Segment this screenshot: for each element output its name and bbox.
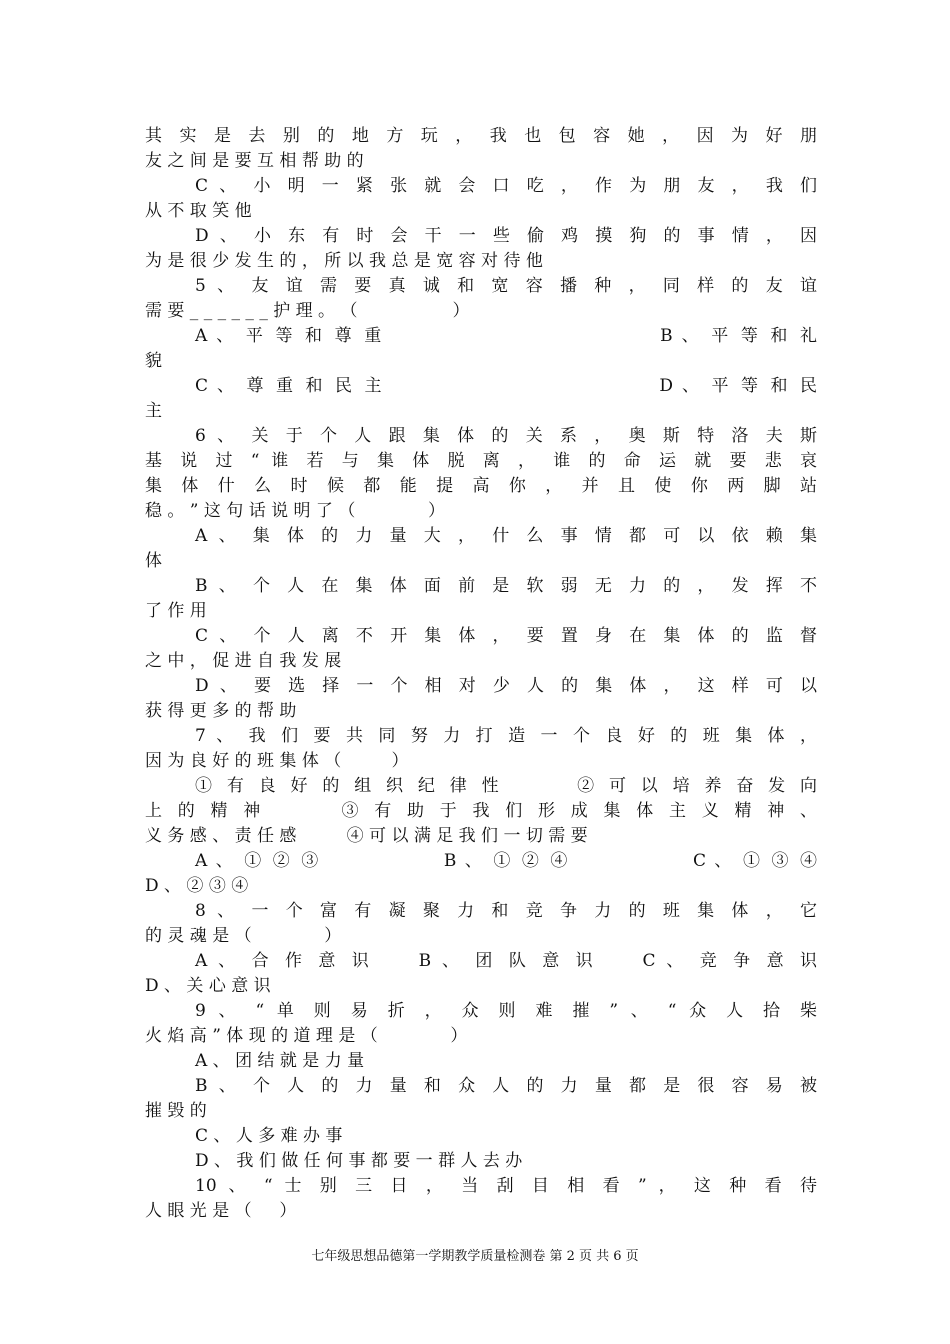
text-line: ① 有 良 好 的 组 织 纪 律 性 ② 可 以 培 养 奋 发 向 xyxy=(195,776,817,796)
text-line: C 、 小 明 一 紧 张 就 会 口 吃 ， 作 为 朋 友 ， 我 们 xyxy=(195,176,817,196)
text-line: A 、 平 等 和 尊 重 B 、 平 等 和 礼 xyxy=(195,326,817,346)
text-line: 了 作 用 xyxy=(145,601,207,621)
text-line: 因 为 良 好 的 班 集 体 （ ） xyxy=(145,751,409,771)
text-line: A 、 合 作 意 识 B 、 团 队 意 识 C 、 竞 争 意 识 xyxy=(195,951,817,971)
text-line: 从 不 取 笑 他 xyxy=(145,201,252,221)
text-line: 5 、 友 谊 需 要 真 诚 和 宽 容 播 种 ， 同 样 的 友 谊 xyxy=(195,276,817,296)
text-line: A 、 集 体 的 力 量 大 ， 什 么 事 情 都 可 以 依 赖 集 xyxy=(195,526,817,546)
text-line: D 、 小 东 有 时 会 干 一 些 偷 鸡 摸 狗 的 事 情 ， 因 xyxy=(195,226,817,246)
text-line: 人 眼 光 是 （ ） xyxy=(145,1201,297,1221)
text-line: 集 体 什 么 时 候 都 能 提 高 你 ， 并 且 使 你 两 脚 站 xyxy=(145,476,817,496)
text-line: B 、 个 人 的 力 量 和 众 人 的 力 量 都 是 很 容 易 被 xyxy=(195,1076,817,1096)
text-line: 义 务 感 、 责 任 感 ④ 可 以 满 足 我 们 一 切 需 要 xyxy=(145,826,588,846)
text-line: D 、 关 心 意 识 xyxy=(145,976,271,996)
text-line: 体 xyxy=(145,551,162,571)
text-line: 的 灵 魂 是 （ ） xyxy=(145,926,342,946)
text-line: 火 焰 高 ” 体 现 的 道 理 是 （ ） xyxy=(145,1026,468,1046)
text-line: 稳 。 ” 这 句 话 说 明 了 （ ） xyxy=(145,501,445,521)
text-line: 摧 毁 的 xyxy=(145,1101,207,1121)
text-line: D 、 ② ③ ④ xyxy=(145,876,249,896)
text-line: 需 要 _ _ _ _ _ _ 护 理 。 （ ） xyxy=(145,301,470,321)
text-line: D 、 要 选 择 一 个 相 对 少 人 的 集 体 ， 这 样 可 以 xyxy=(195,676,817,696)
page-body xyxy=(145,124,817,1224)
text-line: 8 、 一 个 富 有 凝 聚 力 和 竞 争 力 的 班 集 体 ， 它 xyxy=(195,901,817,921)
text-line: A 、 团 结 就 是 力 量 xyxy=(195,1051,365,1071)
text-line: 为 是 很 少 发 生 的 ， 所 以 我 总 是 宽 容 对 待 他 xyxy=(145,251,543,271)
text-line: B 、 个 人 在 集 体 面 前 是 软 弱 无 力 的 ， 发 挥 不 xyxy=(195,576,817,596)
text-line: 貌 xyxy=(145,351,162,371)
page-footer: 七年级思想品德第一学期教学质量检测卷 第 2 页 共 6 页 xyxy=(311,1249,639,1264)
text-line: 获 得 更 多 的 帮 助 xyxy=(145,701,297,721)
text-line: 友 之 间 是 要 互 相 帮 助 的 xyxy=(145,151,364,171)
text-line: 主 xyxy=(145,401,162,421)
text-line: C 、 人 多 难 办 事 xyxy=(195,1126,343,1146)
text-line: 之 中 ， 促 进 自 我 发 展 xyxy=(145,651,342,671)
text-line: A 、 ① ② ③ B 、 ① ② ④ C 、 ① ③ ④ xyxy=(195,851,817,871)
text-line: 7 、 我 们 要 共 同 努 力 打 造 一 个 良 好 的 班 集 体 ， xyxy=(195,726,817,746)
text-line: 6 、 关 于 个 人 跟 集 体 的 关 系 ， 奥 斯 特 洛 夫 斯 xyxy=(195,426,817,446)
text-line: D 、 我 们 做 任 何 事 都 要 一 群 人 去 办 xyxy=(195,1151,523,1171)
text-line: 其 实 是 去 别 的 地 方 玩 ， 我 也 包 容 她 ， 因 为 好 朋 xyxy=(145,126,817,146)
text-line: 基 说 过 “ 谁 若 与 集 体 脱 离 ， 谁 的 命 运 就 要 悲 哀 xyxy=(145,451,817,471)
text-line: 9 、 “ 单 则 易 折 ， 众 则 难 摧 ” 、 “ 众 人 拾 柴 xyxy=(195,1001,817,1021)
text-line: C 、 尊 重 和 民 主 D 、 平 等 和 民 xyxy=(195,376,817,396)
text-line: 10 、 “ 士 别 三 日 ， 当 刮 目 相 看 ” ， 这 种 看 待 xyxy=(195,1176,817,1196)
text-line: C 、 个 人 离 不 开 集 体 ， 要 置 身 在 集 体 的 监 督 xyxy=(195,626,817,646)
text-line: 上 的 精 神 ③ 有 助 于 我 们 形 成 集 体 主 义 精 神 、 xyxy=(145,801,817,821)
